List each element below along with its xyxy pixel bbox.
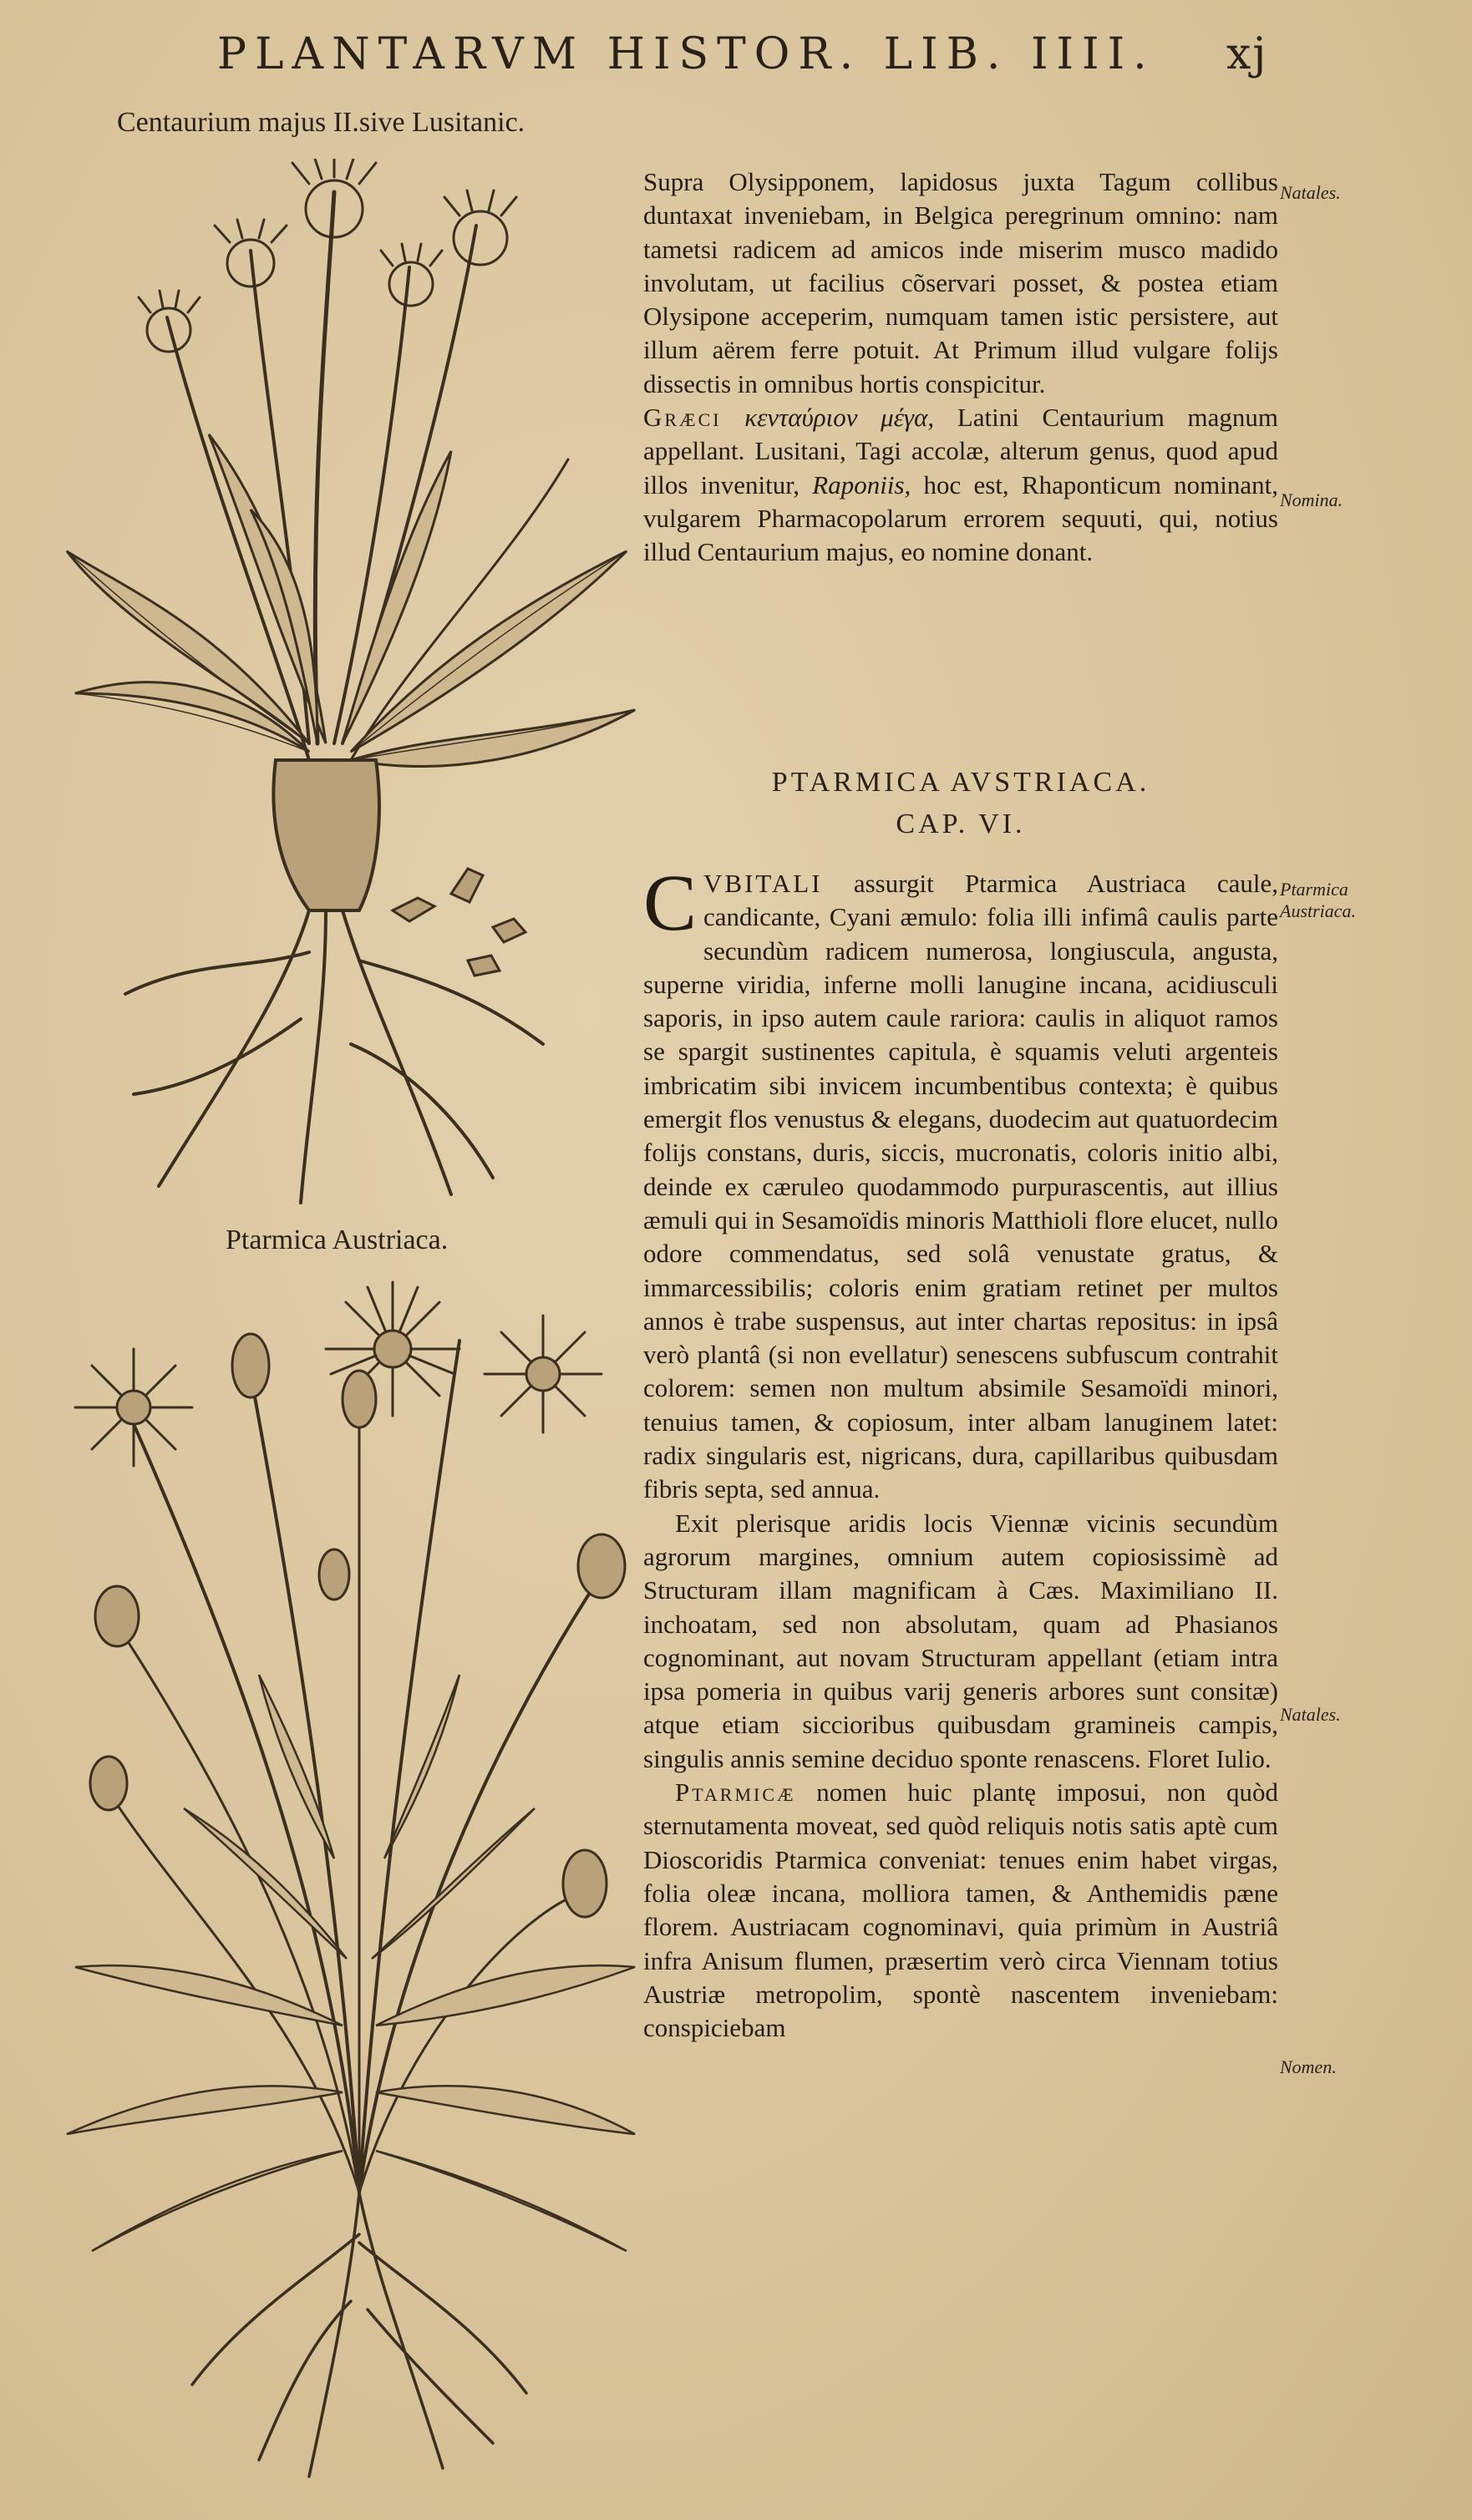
- sidenote-nomen: Nomen.: [1280, 2056, 1337, 2077]
- greek-name: κενταύριον μέγα,: [744, 403, 935, 433]
- running-title: PLANTARVM HISTOR. LIB. IIII.: [217, 29, 1155, 79]
- drop-cap: C: [643, 858, 698, 947]
- sidenote-ptarmica: Ptarmica Austriaca.: [1280, 879, 1357, 921]
- lead-word: Ptarmicæ: [675, 1777, 796, 1808]
- paragraph-names: [643, 401, 1278, 569]
- figure-caption-ptarmica: Ptarmica Austriaca.: [226, 1225, 449, 1255]
- sidenote-natales: Natales.: [1280, 182, 1341, 203]
- paragraph-habitat: Supra Olysipponem, lapidosus juxta Tagum collibus duntaxat inveniebam, in Belgica peregrinum omnino: nam tametsi radicem ad amicos inde miserim musco madido involutam, ut facilius cõservari posset, & postea etiam Olysipone acceperim, numquam tamen istic persistere, aut illum aërem ferre potuit. At Primum illud vulgare folijs dissectis in omnibus hortis conspicitur.: [643, 167, 1278, 398]
- names-text-a: Latini Centaurium magnum appellant. Lusitani, Tagi accolæ, alterum genus, quod apud illos invenitur,: [643, 403, 1278, 499]
- sidenote-nomina: Nomina.: [1280, 489, 1343, 510]
- description-text: assurgit Ptarmica Austriaca caule, candicante, Cyani æmulo: folia illi infimâ caulis parte secundùm radicem numerosa, longiuscula, angusta, superne viridia, inferne molli lanugine incana, acidiusculi saporis, in ipso autem caule rariora: caulis in aliquot ramos se spargit sustinentes capitula, è squamis veluti argenteis imbricatim sibi invicem incumbentibus contexta; è quibus emergit flos venustus & elegans, duodecim aut quatuordecim folijs constans, duris, siccis, mucronatis, coloris initio albi, deinde ex cæruleo quodammodo purpurascentis, aut illius æmuli qui in Sesamoïdis minoris Matthioli flore elucet, nullo odore commendatus, sed solâ venustate gratus, & immarcessibilis; coloris enim gratiam retinet per multos annos è trabe suspensus, aut inter chartas repositus: in ipsâ verò plantâ (si non evellatur) senescens subfuscum contrahit colorem: semen non multum absimile Sesamoïdi minori, tenuius tamen, & copiosum, inter albam lanuginem latet: radix singularis est, nigricans, dura, capillaribus quibusdam fibris septa, sed annua.: [643, 869, 1279, 1504]
- running-head: [0, 25, 1472, 84]
- woodcut-ptarmica: [58, 1274, 643, 2485]
- figure-caption-centaurium: Centaurium majus II.sive Lusitanic.: [117, 107, 525, 138]
- woodcut-centaurium: [58, 159, 643, 1211]
- paragraph-name: [643, 1776, 1278, 2045]
- lead-word: Græci: [643, 403, 722, 433]
- text-section-centaurium: [643, 165, 1278, 570]
- chapter-title: PTARMICA AVSTRIACA.: [771, 767, 1150, 798]
- italic-name: Raponiis,: [812, 469, 911, 499]
- names-text-b: hoc est, Rhaponticum nominant, vulgarem Pharmacopolarum errorem sequuti, qui, notius illud Centaurium majus, eo nomine donant.: [643, 469, 1279, 567]
- paragraph-habitat: Exit plerisque aridis locis Viennæ vicinis secundùm agrorum margines, omnium autem copiosissimè ad Structuram illam magnificam à Cæs. Maximiliano II. inchoatam, sed non absolutam, quam ad Phasianos cognominant, aut novam Structuram appellant (etiam intra ipsa pomeria in quibus varij generis arbores sunt consitæ) atque etiam siccioribus quibusdam gramineis campis, singulis annis semine deciduo sponte renascens. Floret Iulio.: [643, 1508, 1278, 1773]
- text-section-ptarmica: [643, 858, 1279, 2045]
- paragraph-description: [643, 858, 1279, 1507]
- lead-word: VBITALI: [703, 869, 823, 898]
- folio-number: xj: [1226, 29, 1268, 79]
- name-text: nomen huic plantę imposui, non quòd sternutamenta moveat, sed quòd reliquis notis satis aptè cum Dioscoridis Ptarmica conveniat: tenues enim habet virgas, folia oleæ incana, molliora tamen, & Anthemidis pæne florem. Austriacam cognominavi, quia primùm in Austriâ infra Anisum flumen, præsertim verò circa Viennam totius Austriæ metropolim, spontè nascentem inveniebam: conspiciebam: [643, 1777, 1278, 2043]
- sidenote-natales-2: Natales.: [1280, 1704, 1341, 1725]
- chapter-number: CAP. VI.: [896, 809, 1026, 839]
